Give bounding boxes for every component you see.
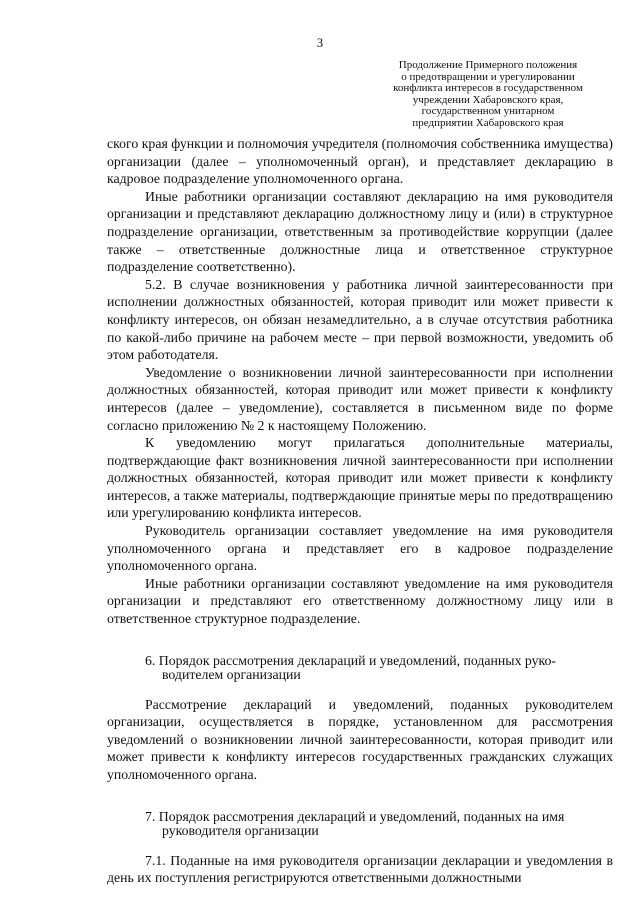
running-header-line: о предотвращении и урегулировании (401, 70, 575, 83)
paragraph: Рассмотрение деклараций и уведомлений, поданных руководителем организации, осуществляется в порядке, установленном для рассмотрения уведомлений о возникновении личной заинтересованности, которая приводит или может привести к конфликту интересов государственных гражданских служащих уполномоченного органа. (107, 696, 613, 782)
page-number: 3 (316, 36, 324, 50)
section-heading-line: руководителя организации (162, 823, 319, 839)
section-heading-7 (107, 810, 613, 839)
section-heading-line: 6. Порядок рассмотрения деклараций и уведомлений, поданных руко- (145, 652, 557, 668)
document-body (107, 135, 613, 887)
section-heading-line: водителем организации (162, 667, 301, 683)
section-heading-line: 7. Порядок рассмотрения деклараций и уведомлений, поданных на имя (145, 808, 565, 824)
paragraph-5-2: 5.2. В случае возникновения у работника личной заинтересованности при исполнении должностных обязанностей, которая приводит или может привести к конфликту интересов, он обязан незамедлительно, а в случае отсутствия работника по какой-либо причине на рабочем месте – при первой возможности, уведомить об этом работодателя. (107, 276, 613, 363)
running-header (350, 60, 626, 129)
running-header-line: конфликта интересов в государственном (393, 82, 583, 94)
running-header-line: государственном унитарном (421, 105, 555, 117)
section-heading-6 (107, 654, 613, 683)
running-header-line: Продолжение Примерного положения (398, 59, 578, 71)
paragraph: Руководитель организации составляет уведомление на имя руководителя уполномоченного органа и представляет его в кадровое подразделение уполномоченного органа. (107, 523, 613, 574)
paragraph-continuation: ского края функции и полномочия учредителя (полномочия собственника имущества) организации (далее – уполномоченный орган), и представляет декларацию в кадровое подразделение уполномоченного органа. (107, 136, 613, 187)
paragraph: Иные работники организации составляют уведомление на имя руководителя организации и представляют его ответственному должностному лицу или в ответственное структурное подразделение. (107, 575, 613, 627)
paragraph: Иные работники организации составляют декларацию на имя руководителя организации и представляют декларацию должностному лицу и (или) в структурное подразделение организации, ответственным за противодействие коррупции (далее также – ответственные должностные лица и ответственное структурное подразделение соответственно). (107, 188, 613, 275)
running-header-line: учреждении Хабаровского края, (412, 93, 564, 106)
paragraph: Уведомление о возникновении личной заинтересованности при исполнении должностных обязанностей, которая приводит или может привести к конфликту интересов (далее – уведомление), составляется в письменном виде по форме согласно приложению № 2 к настоящему Положению. (107, 364, 613, 433)
running-header-line: предприятии Хабаровского края (412, 116, 564, 129)
paragraph: К уведомлению могут прилагаться дополнительные материалы, подтверждающие факт возникновения личной заинтересованности при исполнении должностных обязанностей, которая приводит или может привести к конфликту интересов, а также материалы, подтверждающие принятые меры по предотвращению или урегулированию конфликта интересов. (107, 435, 613, 521)
paragraph-7-1: 7.1. Поданные на имя руководителя организации декларации и уведомления в день их поступления регистрируются ответственными должностными (107, 852, 613, 886)
